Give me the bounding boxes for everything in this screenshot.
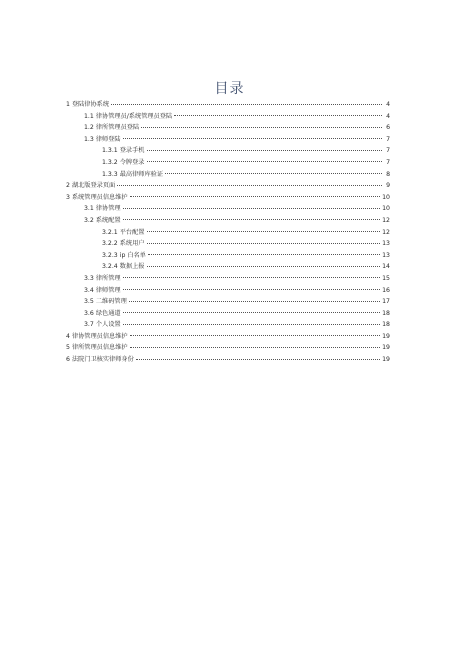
toc-dot-leader [123, 277, 381, 278]
toc-entry-title: 系统用户 [119, 240, 145, 248]
toc-entry[interactable] [66, 157, 390, 169]
toc-entry[interactable] [66, 308, 390, 320]
toc-entry-number: 3.2.1 [102, 228, 118, 236]
toc-entry-title: 法院门卫核实律师身份 [71, 356, 134, 364]
toc-entry-title: 令牌登录 [119, 158, 145, 166]
toc-entry-number: 3 [66, 193, 70, 201]
toc-entry-title: 系统管理员信息维护 [71, 193, 128, 201]
toc-page-number: 6 [386, 124, 390, 132]
toc-entry[interactable] [66, 169, 390, 181]
toc-entry[interactable] [66, 342, 390, 354]
toc-entry-number: 1.1 [84, 112, 94, 120]
toc-entry-number: 3.4 [84, 286, 94, 294]
toc-page-number: 7 [386, 135, 390, 143]
toc-page-number: 9 [386, 182, 390, 190]
toc-dot-leader [123, 138, 382, 139]
toc-entry-number: 1.3 [84, 135, 94, 143]
toc-dot-leader [147, 266, 381, 267]
toc-entry[interactable] [66, 354, 390, 366]
toc-entry[interactable] [66, 145, 390, 157]
toc-entry[interactable] [66, 134, 390, 146]
toc-page-number: 7 [386, 158, 390, 166]
toc-entry[interactable] [66, 227, 390, 239]
toc-page-number: 16 [382, 286, 390, 294]
toc-dot-leader [111, 104, 382, 105]
toc-entry[interactable] [66, 180, 390, 192]
toc-entry-title: 律所管理 [95, 274, 121, 282]
toc-entry-title: 最高律师库验证 [119, 170, 164, 178]
toc-entry-number: 3.2.3 [102, 251, 118, 259]
toc-entry-number: 3.2.4 [102, 263, 118, 271]
toc-entry[interactable] [66, 285, 390, 297]
toc-page-number: 13 [382, 240, 390, 248]
toc-entry-title: 平台配置 [119, 228, 145, 236]
toc-page-number: 14 [382, 263, 390, 271]
toc-entry-number: 5 [66, 344, 70, 352]
toc-dot-leader [129, 301, 380, 302]
toc-dot-leader [117, 185, 382, 186]
toc-dot-leader [123, 312, 381, 313]
toc-dot-leader [147, 243, 381, 244]
toc-dot-leader [148, 254, 380, 255]
toc-entry[interactable] [66, 261, 390, 273]
toc-entry-title: 绿色通道 [95, 309, 121, 317]
toc-entry-number: 3.3 [84, 274, 94, 282]
toc-page-number: 4 [386, 112, 390, 120]
toc-entry-number: 3.7 [84, 321, 94, 329]
toc-entry-number: 6 [66, 356, 70, 364]
toc-entry-title: ip 白名单 [119, 251, 146, 259]
toc-entry-number: 3.1 [84, 205, 94, 213]
toc-dot-leader [174, 115, 382, 116]
toc-title: 目录 [214, 81, 245, 97]
toc-entry-title: 律所管理员信息维护 [71, 344, 128, 352]
toc-entry-number: 4 [66, 332, 70, 340]
toc-dot-leader [130, 196, 381, 197]
toc-dot-leader [147, 161, 383, 162]
toc-entry-title: 二维码管理 [95, 298, 127, 306]
toc-page-number: 12 [382, 216, 390, 224]
toc-entry-number: 3.6 [84, 309, 94, 317]
toc-entry-title: 登陆律协系统 [71, 101, 110, 108]
toc-page-number: 8 [386, 170, 390, 178]
toc-entry-title: 律所管理员登陆 [95, 124, 140, 132]
toc-dot-leader [147, 150, 383, 151]
toc-page-number: 15 [382, 274, 390, 282]
toc-entry-title: 个人设置 [95, 321, 121, 329]
toc-entry[interactable] [66, 273, 390, 285]
toc-entry[interactable] [66, 319, 390, 331]
toc-entry-number: 1.3.2 [102, 158, 118, 166]
toc-page-number: 19 [382, 332, 390, 340]
toc-dot-leader [147, 231, 381, 232]
toc-entry[interactable] [66, 238, 390, 250]
toc-dot-leader [136, 359, 380, 360]
toc-entry-title: 登录手机 [119, 147, 145, 155]
toc-page-number: 12 [382, 228, 390, 236]
toc-entry-number: 2 [66, 182, 70, 190]
table-of-contents [66, 99, 390, 366]
toc-entry[interactable] [66, 111, 390, 123]
toc-dot-leader [123, 324, 381, 325]
toc-entry[interactable] [66, 192, 390, 204]
toc-page-number: 18 [382, 309, 390, 317]
toc-dot-leader [165, 173, 382, 174]
toc-entry[interactable] [66, 215, 390, 227]
toc-page-number: 4 [386, 101, 390, 108]
toc-entry-title: 律师管理 [95, 286, 121, 294]
toc-entry[interactable] [66, 122, 390, 134]
toc-page-number: 10 [382, 193, 390, 201]
toc-page-number: 10 [382, 205, 390, 213]
toc-entry[interactable] [66, 203, 390, 215]
toc-entry[interactable] [66, 99, 390, 111]
toc-page-number: 18 [382, 321, 390, 329]
toc-entry-title: 律协管理员/系统管理员登陆 [95, 112, 173, 120]
toc-dot-leader [123, 219, 381, 220]
toc-entry-number: 3.2 [84, 216, 94, 224]
toc-dot-leader [123, 208, 381, 209]
toc-entry-number: 1 [66, 101, 70, 108]
toc-dot-leader [130, 347, 381, 348]
toc-page-number: 19 [382, 344, 390, 352]
toc-entry-number: 1.3.3 [102, 170, 118, 178]
toc-entry[interactable] [66, 331, 390, 343]
toc-entry-number: 1.3.1 [102, 147, 118, 155]
toc-dot-leader [123, 289, 381, 290]
toc-dot-leader [141, 127, 382, 128]
toc-dot-leader [130, 335, 381, 336]
toc-entry[interactable] [66, 250, 390, 262]
toc-entry-title: 律协管理 [95, 205, 121, 213]
toc-page-number: 7 [386, 147, 390, 155]
toc-entry-title: 湖北版登录页面 [71, 182, 116, 190]
toc-entry-title: 数据上报 [119, 263, 145, 271]
toc-entry-number: 3.5 [84, 298, 94, 306]
toc-entry-number: 3.2.2 [102, 240, 118, 248]
toc-page-number: 13 [382, 251, 390, 259]
toc-entry-title: 系统配置 [95, 216, 121, 224]
toc-page-number: 19 [382, 356, 390, 364]
toc-entry-title: 律师登陆 [95, 135, 121, 143]
toc-page-number: 17 [382, 298, 390, 306]
toc-entry-title: 律协管理员信息维护 [71, 332, 128, 340]
toc-entry[interactable] [66, 296, 390, 308]
toc-entry-number: 1.2 [84, 124, 94, 132]
